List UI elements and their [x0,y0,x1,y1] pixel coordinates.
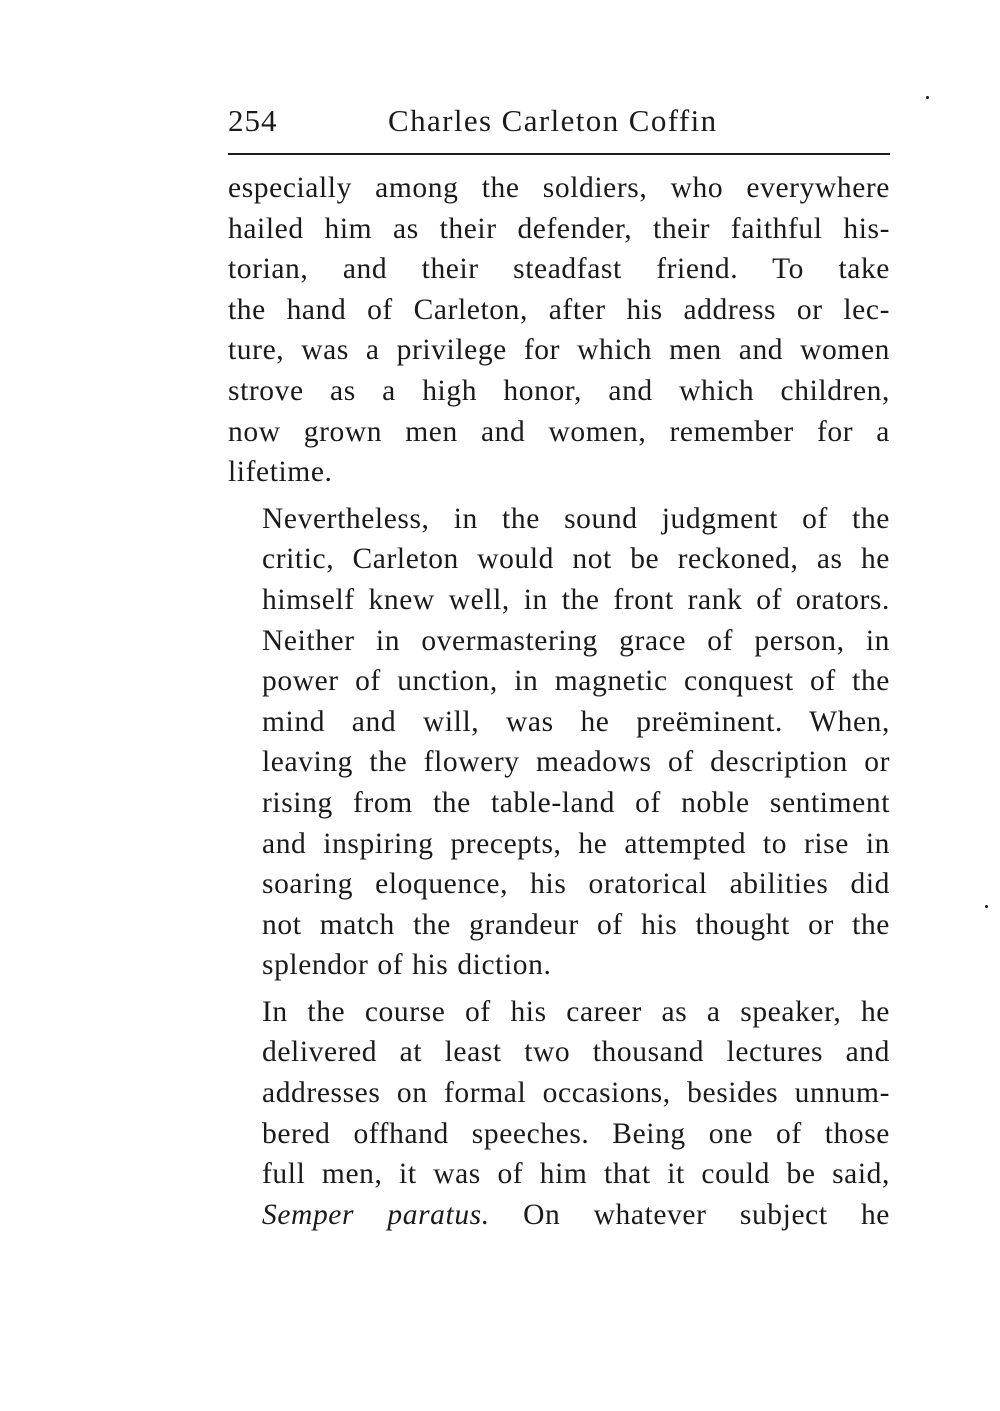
page-header [228,100,890,142]
scan-speck [926,96,929,99]
latin-phrase: Semper paratus. [262,1198,490,1231]
page-number: 254 [228,103,278,138]
paragraph-1 [228,168,890,493]
body-text [228,168,890,1235]
text-line: Nevertheless, in the sound judgment of the [262,502,890,535]
text-line: power of unction, in magnetic conquest of the [262,665,890,698]
text-line: the hand of Carleton, after his address or lec- [228,293,890,326]
text-line: strove as a high honor, and which children, [228,374,890,407]
scan-speck [985,905,988,908]
text-line: especially among the soldiers, who everywhere [228,172,890,204]
text-line: now grown men and women, remember for a [228,415,890,448]
text-line: lifetime. [228,456,333,489]
paragraph-2 [228,499,890,986]
text-line: himself knew well, in the front rank of orators. [262,583,890,616]
text-line: delivered at least two thousand lectures and [262,1036,890,1069]
header-rule [228,153,890,155]
text-fragment: On whatever subject he [523,1198,890,1231]
text-line: and inspiring precepts, he attempted to rise in [262,827,890,860]
text-line: Neither in overmastering grace of person, in [262,624,890,657]
text-line: hailed him as their defender, their faithful his- [228,212,890,245]
text-line: ture, was a privilege for which men and women [228,334,890,367]
text-line-final [228,1195,890,1236]
text-line: torian, and their steadfast friend. To take [228,253,890,286]
text-line: mind and will, was he preëminent. When, [262,705,890,738]
text-line: not match the grandeur of his thought or the [262,908,890,941]
text-line: critic, Carleton would not be reckoned, as he [262,543,890,576]
text-line: bered offhand speeches. Being one of those [262,1117,890,1150]
text-line: full men, it was of him that it could be said, [262,1158,890,1191]
text-line: addresses on formal occasions, besides unnum- [262,1077,890,1110]
text-line: In the course of his career as a speaker, he [262,995,890,1028]
text-line: leaving the flowery meadows of description or [262,746,890,779]
text-line: splendor of his diction. [262,949,552,982]
text-line: rising from the table-land of noble sentiment [262,786,890,819]
text-line: soaring eloquence, his oratorical abilities did [262,868,890,901]
running-head: Charles Carleton Coffin [388,103,718,138]
paragraph-3 [228,992,890,1236]
